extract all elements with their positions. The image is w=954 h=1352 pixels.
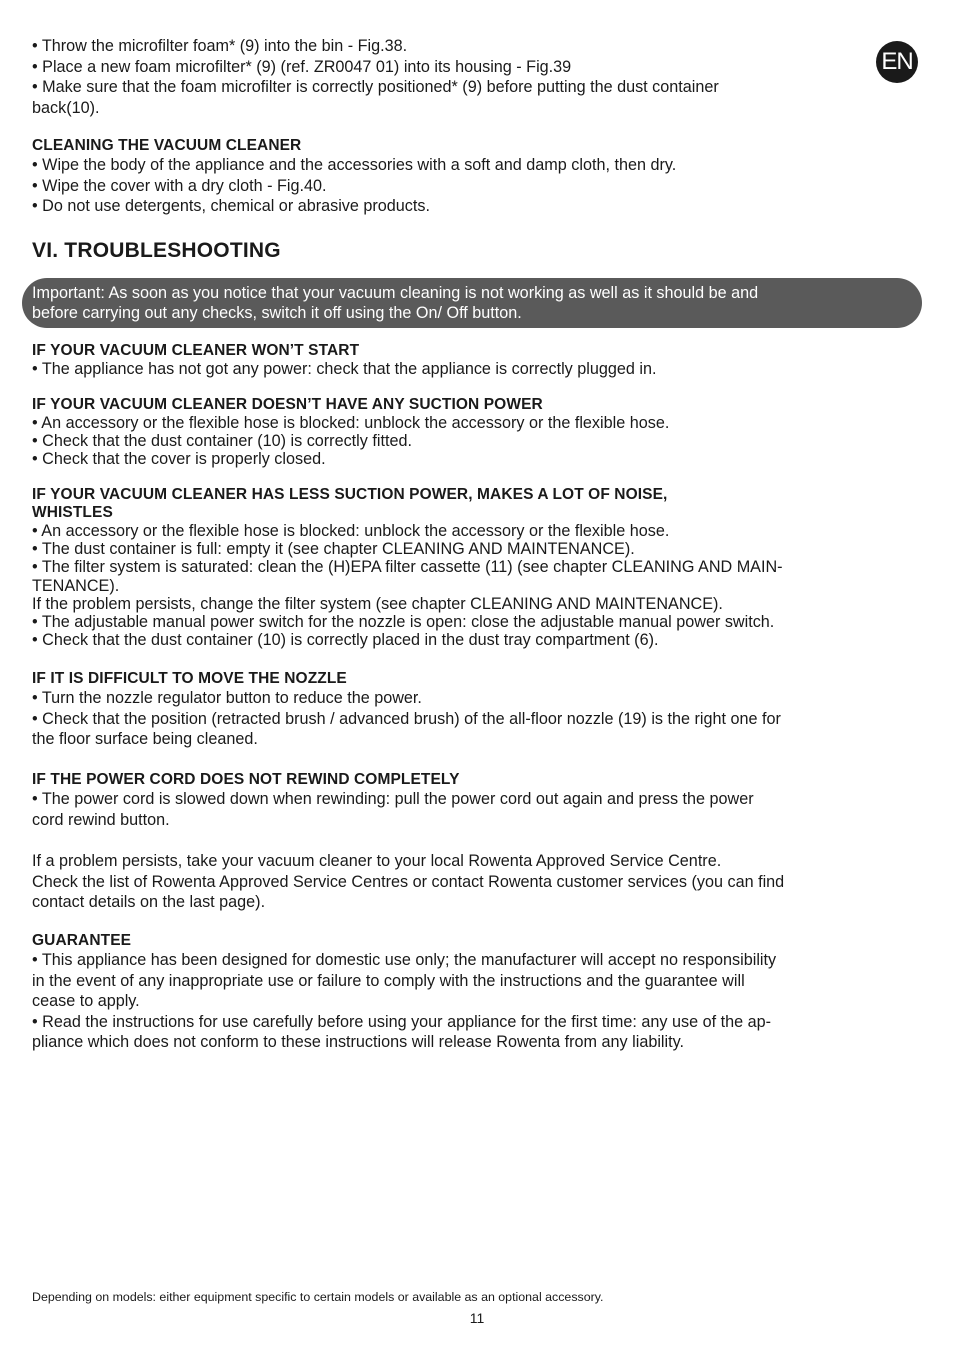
section-power-cord	[32, 771, 922, 830]
footnote: Depending on models: either equipment specific to certain models or available as an optional accessory.	[32, 1290, 604, 1304]
guarantee-heading: GUARANTEE	[32, 932, 132, 949]
section-wont-start	[32, 342, 922, 378]
cleaning-line: • Wipe the cover with a dry cloth - Fig.40.	[32, 176, 327, 195]
section-line: • The adjustable manual power switch for the nozzle is open: close the adjustable manual power switch.	[32, 613, 775, 632]
section-less-suction	[32, 486, 922, 649]
cleaning-heading: CLEANING THE VACUUM CLEANER	[32, 137, 302, 154]
cleaning-section	[32, 137, 922, 217]
section-line: • Check that the position (retracted brush / advanced brush) of the all-floor nozzle (19) is the right one for	[32, 709, 781, 728]
persist-block	[32, 851, 922, 913]
guarantee-line: pliance which does not conform to these instructions will release Rowenta from any liability.	[32, 1033, 685, 1051]
guarantee-line: • This appliance has been designed for domestic use only; the manufacturer will accept no responsibility	[32, 951, 777, 969]
section-heading: IF THE POWER CORD DOES NOT REWIND COMPLETELY	[32, 771, 460, 788]
section-no-suction	[32, 396, 922, 469]
page-number: 11	[469, 1310, 485, 1326]
intro-line: • Throw the microfilter foam* (9) into the bin - Fig.38.	[32, 37, 408, 55]
section-line: • Turn the nozzle regulator button to reduce the power.	[32, 689, 422, 707]
section-line: • An accessory or the flexible hose is blocked: unblock the accessory or the flexible hose.	[32, 522, 670, 540]
intro-line: back(10).	[32, 98, 100, 117]
notice-line: Important: As soon as you notice that your vacuum cleaning is not working as well as it should be and	[32, 284, 759, 302]
section-heading: IF YOUR VACUUM CLEANER WON’T START	[32, 342, 360, 359]
language-badge: EN	[876, 41, 918, 83]
section-line: • An accessory or the flexible hose is blocked: unblock the accessory or the flexible hose.	[32, 414, 670, 432]
section-nozzle	[32, 670, 922, 750]
section-line: • Check that the dust container (10) is correctly placed in the dust tray compartment (6).	[32, 631, 659, 650]
section-line: • The filter system is saturated: clean the (H)EPA filter cassette (11) (see chapter CLEANING AND MAIN-	[32, 558, 783, 577]
intro-line: • Make sure that the foam microfilter is correctly positioned* (9) before putting the dust container	[32, 78, 719, 96]
cleaning-line: • Wipe the body of the appliance and the accessories with a soft and damp cloth, then dry.	[32, 156, 677, 174]
section-line: TENANCE).	[32, 576, 120, 595]
section-line: • Check that the dust container (10) is correctly fitted.	[32, 432, 412, 451]
persist-line: contact details on the last page).	[32, 893, 266, 911]
guarantee-section	[32, 932, 922, 1053]
section-line: • The appliance has not got any power: check that the appliance is correctly plugged in.	[32, 360, 657, 378]
persist-line: If a problem persists, take your vacuum cleaner to your local Rowenta Approved Service Centre.	[32, 852, 722, 870]
section-heading-cont: WHISTLES	[32, 504, 113, 521]
important-notice	[22, 278, 922, 328]
guarantee-line: in the event of any inappropriate use or failure to comply with the instructions and the guarantee will	[32, 971, 745, 990]
section-line: If the problem persists, change the filter system (see chapter CLEANING AND MAINTENANCE).	[32, 594, 723, 613]
section-line: • The power cord is slowed down when rewinding: pull the power cord out again and press the power	[32, 790, 754, 808]
section-heading: IF IT IS DIFFICULT TO MOVE THE NOZZLE	[32, 670, 347, 687]
troubleshooting-title-block	[32, 238, 922, 264]
section-title: VI. TROUBLESHOOTING	[32, 239, 281, 262]
intro-block	[32, 36, 922, 118]
guarantee-line: cease to apply.	[32, 992, 140, 1010]
section-heading: IF YOUR VACUUM CLEANER HAS LESS SUCTION POWER, MAKES A LOT OF NOISE,	[32, 486, 668, 503]
intro-line: • Place a new foam microfilter* (9) (ref. ZR0047 01) into its housing - Fig.39	[32, 57, 572, 76]
persist-line: Check the list of Rowenta Approved Service Centres or contact Rowenta customer services (you can find	[32, 872, 785, 891]
section-line: • The dust container is full: empty it (see chapter CLEANING AND MAINTENANCE).	[32, 540, 635, 559]
section-heading: IF YOUR VACUUM CLEANER DOESN’T HAVE ANY SUCTION POWER	[32, 396, 543, 413]
guarantee-line: • Read the instructions for use carefully before using your appliance for the first time: any use of the ap-	[32, 1012, 771, 1031]
section-line: • Check that the cover is properly closed.	[32, 450, 326, 469]
section-line: cord rewind button.	[32, 810, 170, 829]
notice-line: before carrying out any checks, switch it off using the On/ Off button.	[32, 304, 522, 322]
cleaning-line: • Do not use detergents, chemical or abrasive products.	[32, 197, 430, 215]
section-line: the floor surface being cleaned.	[32, 730, 258, 748]
